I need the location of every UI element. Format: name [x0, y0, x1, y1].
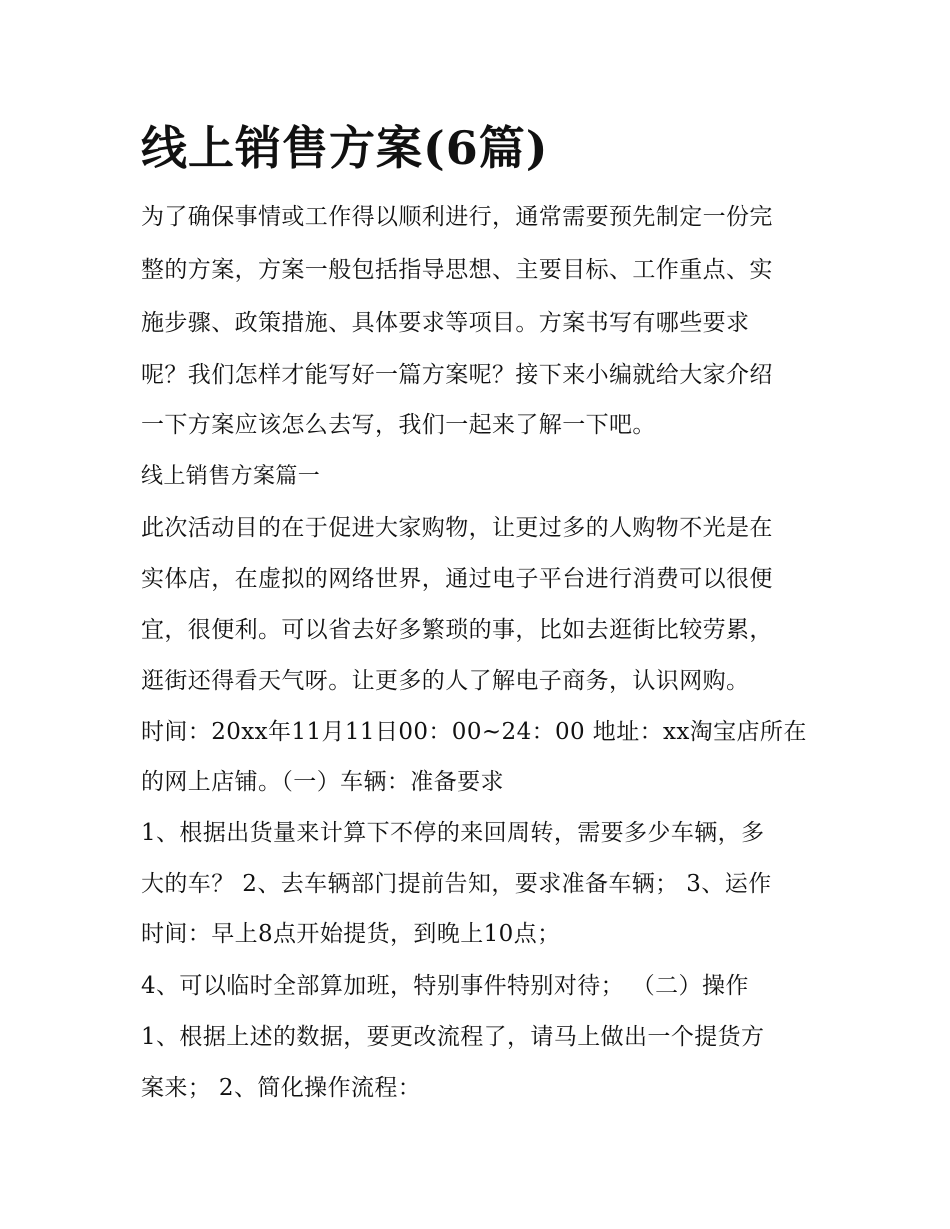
body-line: 宜，很便利。可以省去好多繁琐的事，比如去逛街比较劳累， — [141, 617, 773, 643]
body-line: 4、可以临时全部算加班，特别事件特别对待； （二）操作 — [141, 973, 749, 999]
intro-line: 呢？我们怎样才能写好一篇方案呢？接下来小编就给大家介绍 — [141, 362, 773, 388]
body-line: 案来； 2、简化操作流程： — [141, 1075, 422, 1101]
body-line: 大的车？ 2、去车辆部门提前告知，要求准备车辆； 3、运作 — [141, 871, 772, 897]
body-line: 此次活动目的在于促进大家购物，让更过多的人购物不光是在 — [141, 515, 773, 541]
document-title: 线上销售方案(6篇) — [141, 121, 549, 175]
intro-line: 为了确保事情或工作得以顺利进行，通常需要预先制定一份完 — [141, 204, 773, 230]
intro-line: 一下方案应该怎么去写，我们一起来了解一下吧。 — [141, 412, 656, 438]
section-heading: 线上销售方案篇一 — [141, 464, 321, 489]
body-line: 时间：早上8点开始提货，到晚上10点； — [141, 921, 561, 947]
body-line: 逛街还得看天气呀。让更多的人了解电子商务，认识网购。 — [141, 668, 750, 694]
body-line: 1、根据上述的数据，要更改流程了，请马上做出一个提货方 — [141, 1024, 765, 1050]
body-line: 的网上店铺。（一）车辆：准备要求 — [141, 769, 504, 795]
body-line: 实体店，在虚拟的网络世界，通过电子平台进行消费可以很便 — [141, 566, 773, 592]
body-line: 时间：20xx年11月11日00：00~24：00 地址：xx淘宝店所在 — [141, 719, 807, 745]
intro-line: 整的方案，方案一般包括指导思想、主要目标、工作重点、实 — [141, 257, 773, 283]
body-line: 1、根据出货量来计算下不停的来回周转，需要多少车辆，多 — [141, 820, 765, 846]
intro-line: 施步骤、政策措施、具体要求等项目。方案书写有哪些要求 — [141, 310, 750, 336]
